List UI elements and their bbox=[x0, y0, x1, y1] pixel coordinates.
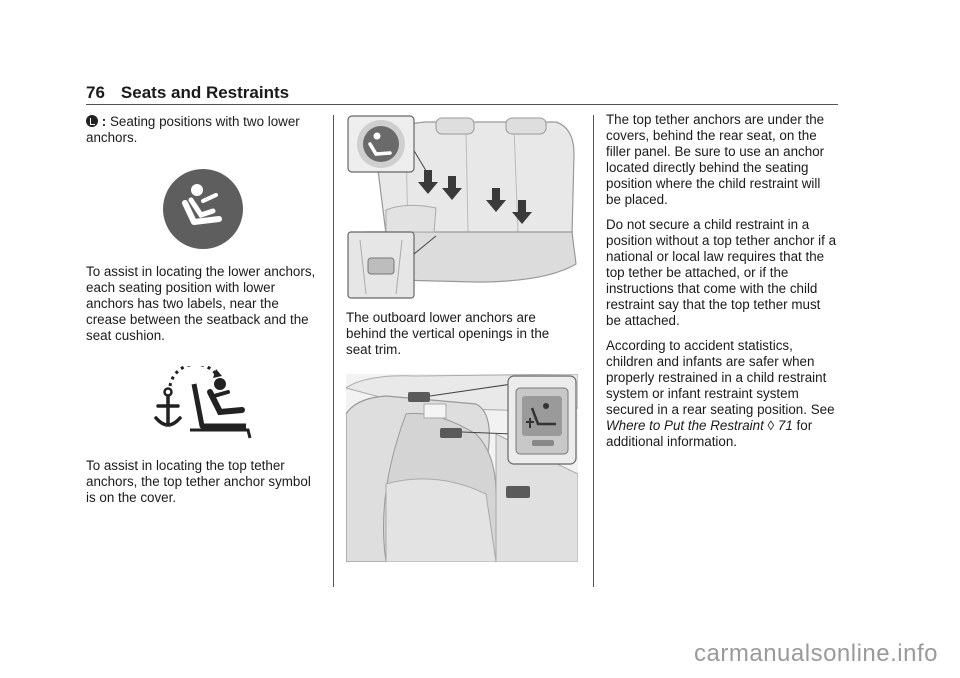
page-ref-arrow-icon: ◊ bbox=[767, 418, 775, 433]
page-number: 76 bbox=[86, 83, 105, 102]
tether-law-paragraph: Do not secure a child restraint in a position without a top tether anchor if a national or local law requires that the top tether be attached, or if the instructions that come with the child restraint say that the top tether must be attached. bbox=[606, 217, 837, 328]
rear-seat-lower-anchor-figure bbox=[346, 114, 578, 300]
tether-symbol-paragraph: To assist in locating the top tether anchors, the top tether anchor symbol is on the cover. bbox=[86, 458, 311, 505]
section-title: Seats and Restraints bbox=[120, 83, 290, 102]
page-ref-number[interactable]: 71 bbox=[777, 418, 793, 433]
page-header bbox=[86, 83, 289, 103]
rear-seat-top-tether-figure bbox=[346, 374, 578, 562]
lower-anchor-paragraph: To assist in locating the lower anchors, each seating position with lower anchors has two labels, near the crease between the seatback and the seat cushion. bbox=[86, 264, 316, 343]
header-rule bbox=[86, 104, 838, 105]
column-divider-2 bbox=[593, 115, 594, 587]
top-tether-anchor-symbol-icon bbox=[150, 366, 254, 440]
column-divider-1 bbox=[333, 115, 334, 587]
outboard-anchor-paragraph: The outboard lower anchors are behind the vertical openings in the seat trim. bbox=[346, 310, 550, 357]
tether-location-paragraph: The top tether anchors are under the covers, behind the rear seat, on the filler panel. Be sure to use an anchor located directly behind the seating position where the child restraint will be placed. bbox=[606, 112, 825, 207]
column-3 bbox=[606, 112, 838, 459]
where-to-put-restraint-link[interactable]: Where to Put the Restraint bbox=[606, 418, 764, 433]
column-1 bbox=[86, 114, 318, 155]
statistics-paragraph: According to accident statistics, children and infants are safer when properly restrained in a child restraint system or infant restraint system secured in a rear seating position. See Where to Put the Restraint ◊ 71 for additional information. bbox=[606, 338, 835, 449]
badge-description: Seating positions with two lower anchors. bbox=[86, 114, 300, 145]
badge-paragraph: : Seating positions with two lower anchors. bbox=[86, 114, 300, 145]
watermark: carmanualsonline.info bbox=[694, 640, 938, 667]
lower-anchor-symbol-icon bbox=[161, 167, 245, 251]
lower-anchor-badge-icon bbox=[86, 115, 98, 127]
